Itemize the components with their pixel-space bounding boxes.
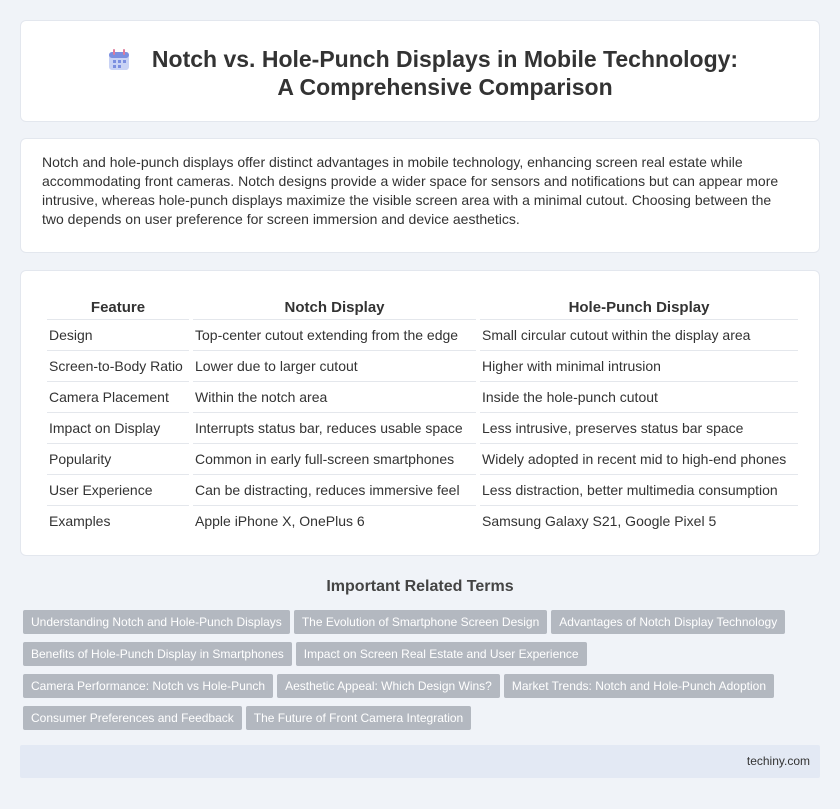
footer-site-link[interactable]: techiny.com: [746, 754, 810, 768]
comparison-table-card: [20, 270, 820, 556]
feature-cell: Design: [47, 320, 189, 351]
related-tag[interactable]: Impact on Screen Real Estate and User Experience: [296, 642, 587, 666]
related-terms-tags: [23, 610, 813, 738]
footer: [20, 745, 820, 778]
table-row: [47, 351, 798, 382]
header-hole-punch: Hole-Punch Display: [480, 295, 798, 320]
related-tag[interactable]: Consumer Preferences and Feedback: [23, 706, 242, 730]
table-header-row: [47, 295, 798, 320]
table-row: [47, 413, 798, 444]
feature-cell: Popularity: [47, 444, 189, 475]
table-row: [47, 506, 798, 536]
notch-cell: Interrupts status bar, reduces usable space: [193, 413, 476, 444]
feature-cell: Camera Placement: [47, 382, 189, 413]
feature-cell: Examples: [49, 513, 111, 529]
hole-punch-cell: Less distraction, better multimedia consumption: [480, 475, 798, 506]
notch-cell: Common in early full-screen smartphones: [193, 444, 476, 475]
intro-paragraph: Notch and hole-punch displays offer distinct advantages in mobile technology, enhancing screen real estate while accommodating front cameras. Notch designs provide a wider space for sensors and notifications but can appear more intrusive, whereas hole-punch displays maximize the visible screen area with a minimal cutout. Choosing between the two depends on user preference for screen immersion and device aesthetics.: [42, 154, 779, 227]
table-row: [47, 475, 798, 506]
notch-cell: Within the notch area: [193, 382, 476, 413]
hole-punch-cell: Widely adopted in recent mid to high-end phones: [480, 444, 798, 475]
feature-cell: User Experience: [47, 475, 189, 506]
intro-card: [20, 138, 820, 253]
notch-cell: Lower due to larger cutout: [193, 351, 476, 382]
related-tag[interactable]: The Future of Front Camera Integration: [246, 706, 471, 730]
table-row: [47, 444, 798, 475]
related-tag[interactable]: Camera Performance: Notch vs Hole-Punch: [23, 674, 273, 698]
title-card: [20, 20, 820, 122]
table-row: [47, 382, 798, 413]
related-tag[interactable]: Understanding Notch and Hole-Punch Displays: [23, 610, 290, 634]
notch-cell: Can be distracting, reduces immersive feel: [193, 475, 476, 506]
feature-cell: Impact on Display: [47, 413, 189, 444]
hole-punch-cell: Samsung Galaxy S21, Google Pixel 5: [482, 513, 717, 529]
related-tag[interactable]: Aesthetic Appeal: Which Design Wins?: [277, 674, 500, 698]
header-notch: Notch Display: [193, 295, 476, 320]
hole-punch-cell: Less intrusive, preserves status bar space: [480, 413, 798, 444]
hole-punch-cell: Higher with minimal intrusion: [480, 351, 798, 382]
feature-cell: Screen-to-Body Ratio: [47, 351, 189, 382]
notch-cell: Apple iPhone X, OnePlus 6: [195, 513, 365, 529]
header-feature: Feature: [47, 295, 189, 320]
table-row: [47, 320, 798, 351]
notch-cell: Top-center cutout extending from the edge: [193, 320, 476, 351]
comparison-table: [43, 295, 802, 536]
hole-punch-cell: Inside the hole-punch cutout: [480, 382, 798, 413]
related-tag[interactable]: The Evolution of Smartphone Screen Design: [294, 610, 547, 634]
page-title: Notch vs. Hole-Punch Displays in Mobile Technology: A Comprehensive Comparison: [151, 46, 739, 100]
related-terms-title: Important Related Terms: [326, 578, 514, 595]
hole-punch-cell: Small circular cutout within the display area: [480, 320, 798, 351]
related-tag[interactable]: Benefits of Hole-Punch Display in Smartphones: [23, 642, 292, 666]
related-tag[interactable]: Advantages of Notch Display Technology: [551, 610, 785, 634]
related-tag[interactable]: Market Trends: Notch and Hole-Punch Adoption: [504, 674, 774, 698]
